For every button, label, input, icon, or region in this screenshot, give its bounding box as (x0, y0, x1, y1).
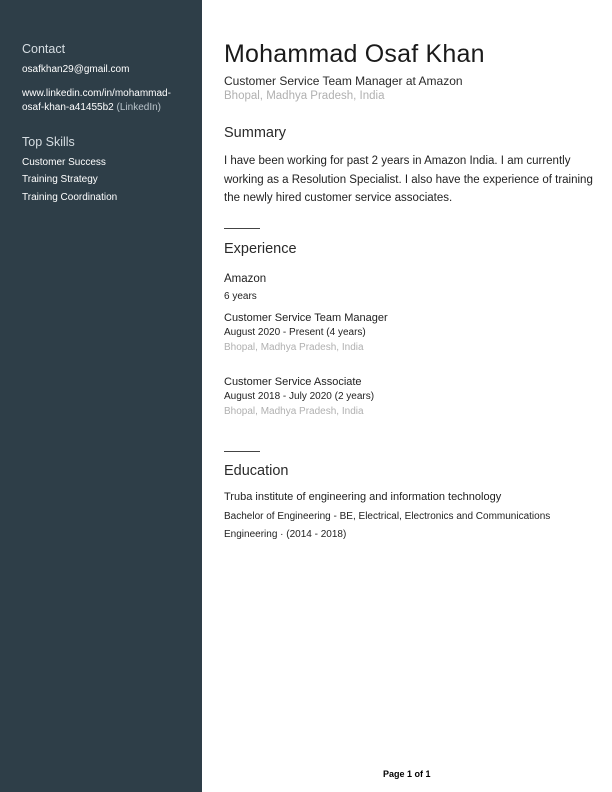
skill-item: Customer Success (22, 157, 106, 168)
page-number: Page 1 of 1 (383, 769, 431, 779)
role-title: Customer Service Team Manager (224, 312, 388, 324)
company-tenure: 6 years (224, 291, 257, 302)
top-skills-heading: Top Skills (22, 135, 75, 149)
profile-location: Bhopal, Madhya Pradesh, India (224, 90, 385, 102)
linkedin-link-line2[interactable]: osaf-khan-a41455b2 (22, 102, 114, 113)
profile-name: Mohammad Osaf Khan (224, 40, 485, 68)
skill-item: Training Strategy (22, 174, 98, 185)
linkedin-label: (LinkedIn) (116, 102, 161, 113)
sidebar (0, 0, 202, 792)
role-dates: August 2018 - July 2020 (2 years) (224, 391, 375, 402)
skill-item: Training Coordination (22, 192, 118, 203)
role-location: Bhopal, Madhya Pradesh, India (224, 342, 364, 353)
contact-heading: Contact (22, 42, 66, 56)
profile-headline: Customer Service Team Manager at Amazon (224, 74, 463, 88)
education-school: Truba institute of engineering and information technology (224, 491, 502, 503)
company-name: Amazon (224, 273, 267, 285)
role-location: Bhopal, Madhya Pradesh, India (224, 406, 364, 417)
section-divider (224, 451, 260, 452)
email-link[interactable]: osafkhan29@gmail.com (22, 64, 130, 75)
summary-heading: Summary (224, 125, 287, 141)
linkedin-link[interactable] (22, 101, 161, 115)
education-heading: Education (224, 463, 289, 479)
education-degree: Bachelor of Engineering - BE, Electrical, Electronics and Communications Engineering · (2014 - 2018) (224, 511, 551, 540)
role-title: Customer Service Associate (224, 376, 362, 388)
experience-heading: Experience (224, 241, 297, 257)
linkedin-link-line1[interactable]: www.linkedin.com/in/mohammad- (22, 88, 171, 99)
role-dates: August 2020 - Present (4 years) (224, 327, 366, 338)
section-divider (224, 228, 260, 229)
summary-text: I have been working for past 2 years in Amazon India. I am currently working as a Resolution Specialist. I also have the experience of training the newly hired customer service associates. (224, 155, 593, 204)
